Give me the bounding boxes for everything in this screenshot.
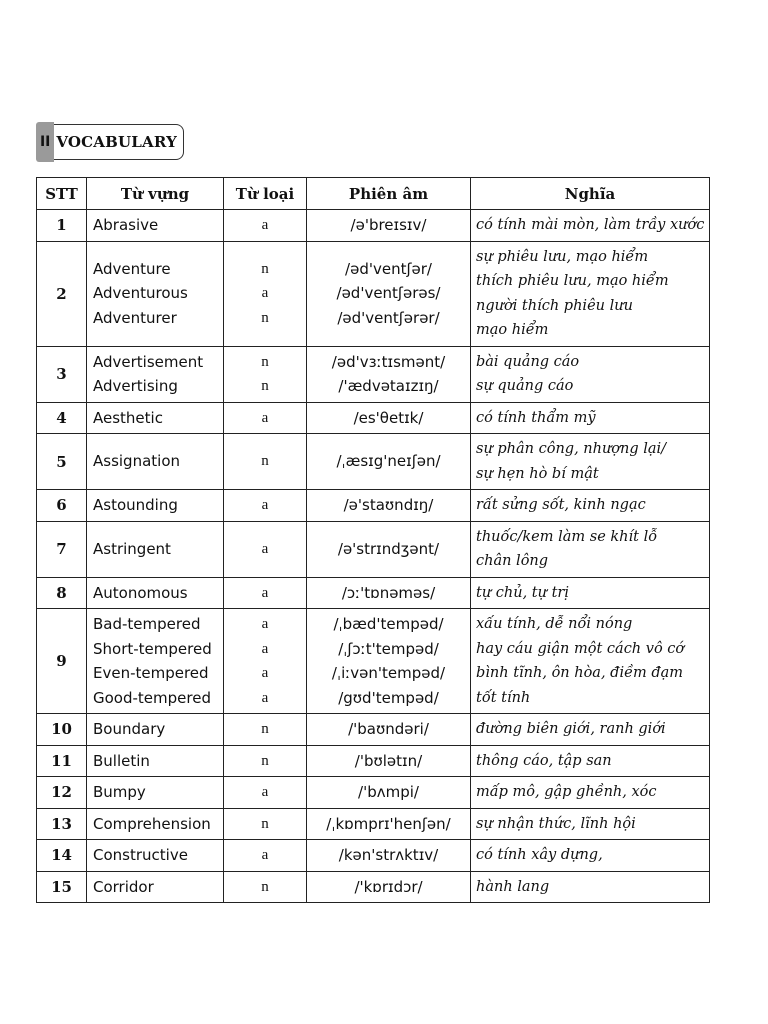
pronunciation: /əd'ventʃərəs/ xyxy=(336,284,441,303)
vocab-word-cell xyxy=(87,808,224,840)
vocab-word-cell xyxy=(87,714,224,746)
meaning: có tính thẩm mỹ xyxy=(476,409,596,426)
part-of-speech: a xyxy=(261,285,269,302)
pronunciation: /ˌkɒmprɪ'henʃən/ xyxy=(326,814,451,833)
pronunciation-cell xyxy=(307,777,471,809)
pronunciation-cell xyxy=(307,745,471,777)
meaning-cell xyxy=(471,840,710,872)
pronunciation-cell xyxy=(307,346,471,402)
part-of-speech-cell xyxy=(224,490,307,522)
meaning-cell xyxy=(471,777,710,809)
meaning: thích phiêu lưu, mạo hiểm xyxy=(476,273,669,289)
pronunciation: /əd'ventʃərər/ xyxy=(337,308,440,327)
header-word: Từ vựng xyxy=(87,178,224,210)
vocab-word-cell xyxy=(87,434,224,490)
vocab-word: Autonomous xyxy=(93,583,188,602)
part-of-speech-cell xyxy=(224,402,307,434)
pronunciation-cell xyxy=(307,577,471,609)
pronunciation-cell xyxy=(307,521,471,577)
meaning-cell xyxy=(471,521,710,577)
meaning: sự phiêu lưu, mạo hiểm xyxy=(476,248,649,265)
part-of-speech: a xyxy=(261,616,269,632)
table-header-row xyxy=(37,178,710,210)
pronunciation-cell xyxy=(307,210,471,242)
vocab-word: Comprehension xyxy=(93,814,211,833)
row-number: 1 xyxy=(37,210,87,242)
pronunciation: /əd'ventʃər/ xyxy=(345,259,432,278)
vocab-word: Astounding xyxy=(93,496,178,514)
pronunciation-cell xyxy=(307,609,471,714)
vocab-word: Astringent xyxy=(93,539,171,558)
meaning: thông cáo, tập san xyxy=(476,752,612,769)
header-stt: STT xyxy=(37,178,87,210)
meaning-cell xyxy=(471,609,710,714)
meaning: tốt tính xyxy=(476,689,531,706)
part-of-speech-cell xyxy=(224,777,307,809)
part-of-speech-cell xyxy=(224,714,307,746)
pronunciation: /ˌbæd'tempəd/ xyxy=(333,615,444,633)
table-row xyxy=(37,577,710,609)
meaning-cell xyxy=(471,577,710,609)
part-of-speech-cell xyxy=(224,745,307,777)
row-number: 6 xyxy=(37,490,87,522)
pronunciation-cell xyxy=(307,714,471,746)
meaning: thuốc/kem làm se khít lỗ xyxy=(476,528,658,545)
pronunciation-cell xyxy=(307,871,471,903)
part-of-speech: n xyxy=(261,260,269,277)
pronunciation-cell xyxy=(307,434,471,490)
pronunciation: /'ædvətaɪzɪŋ/ xyxy=(338,377,439,395)
meaning: tự chủ, tự trị xyxy=(476,584,569,601)
row-number: 8 xyxy=(37,577,87,609)
part-of-speech: a xyxy=(261,409,269,426)
vocab-word: Adventurous xyxy=(93,284,188,303)
meaning-cell xyxy=(471,871,710,903)
vocab-word: Adventure xyxy=(93,259,171,278)
pronunciation-cell xyxy=(307,241,471,346)
table-row xyxy=(37,521,710,577)
vocab-word: Assignation xyxy=(93,452,181,471)
row-number: 3 xyxy=(37,346,87,402)
meaning: hay cáu giận một cách vô cớ xyxy=(476,640,685,657)
part-of-speech: a xyxy=(261,497,269,513)
vocab-word-cell xyxy=(87,490,224,522)
meaning: bài quảng cáo xyxy=(476,353,580,370)
pronunciation: /es'θetɪk/ xyxy=(353,408,424,427)
row-number: 9 xyxy=(37,609,87,714)
vocab-word-cell xyxy=(87,346,224,402)
table-row xyxy=(37,346,710,402)
meaning: sự nhận thức, lĩnh hội xyxy=(476,815,636,832)
pronunciation: /gʊd'tempəd/ xyxy=(338,688,439,707)
pronunciation: /ə'breɪsɪv/ xyxy=(350,216,427,234)
pronunciation: /ɔː'tɒnəməs/ xyxy=(341,583,436,602)
vocab-word-cell xyxy=(87,402,224,434)
header-meaning: Nghĩa xyxy=(471,178,710,210)
part-of-speech: n xyxy=(261,752,269,769)
vocab-word-cell xyxy=(87,521,224,577)
row-number: 10 xyxy=(37,714,87,746)
vocab-word: Bumpy xyxy=(93,783,146,801)
table-row xyxy=(37,210,710,242)
part-of-speech: a xyxy=(261,847,269,863)
part-of-speech: n xyxy=(261,453,269,470)
table-row xyxy=(37,490,710,522)
vocab-word: Constructive xyxy=(93,846,188,864)
pronunciation: /'baʊndəri/ xyxy=(348,720,429,738)
table-row xyxy=(37,745,710,777)
row-number: 5 xyxy=(37,434,87,490)
table-body xyxy=(37,210,710,903)
vocab-word: Adventurer xyxy=(93,308,177,327)
pronunciation: /ˌʃɔːt'tempəd/ xyxy=(338,639,439,658)
pronunciation: /kən'strʌktɪv/ xyxy=(338,846,439,864)
part-of-speech-cell xyxy=(224,521,307,577)
meaning-cell xyxy=(471,490,710,522)
meaning: có tính mài mòn, làm trầy xước xyxy=(476,217,705,233)
row-number: 2 xyxy=(37,241,87,346)
table-row xyxy=(37,714,710,746)
meaning: chân lông xyxy=(476,553,549,569)
pronunciation-cell xyxy=(307,402,471,434)
part-of-speech-cell xyxy=(224,871,307,903)
vocabulary-table xyxy=(36,177,710,903)
part-of-speech: n xyxy=(261,353,269,370)
pronunciation: /'kɒrɪdɔr/ xyxy=(354,877,423,896)
vocab-word: Boundary xyxy=(93,720,166,738)
header-pos: Từ loại xyxy=(224,178,307,210)
part-of-speech: n xyxy=(261,309,269,326)
part-of-speech: a xyxy=(261,217,269,233)
part-of-speech: n xyxy=(261,815,269,832)
meaning: hành lang xyxy=(476,878,550,895)
table-row xyxy=(37,840,710,872)
pronunciation-cell xyxy=(307,490,471,522)
meaning: rất sửng sốt, kinh ngạc xyxy=(476,497,646,513)
pronunciation: /'bʊlətɪn/ xyxy=(354,751,423,770)
part-of-speech-cell xyxy=(224,609,307,714)
vocab-word-cell xyxy=(87,577,224,609)
vocab-word: Aesthetic xyxy=(93,408,163,427)
meaning-cell xyxy=(471,346,710,402)
meaning-cell xyxy=(471,241,710,346)
vocab-word: Good-tempered xyxy=(93,688,211,707)
part-of-speech-cell xyxy=(224,434,307,490)
meaning: sự hẹn hò bí mật xyxy=(476,465,599,482)
table-row xyxy=(37,808,710,840)
part-of-speech: a xyxy=(261,665,269,681)
part-of-speech-cell xyxy=(224,577,307,609)
table-row xyxy=(37,434,710,490)
meaning: bình tĩnh, ôn hòa, điềm đạm xyxy=(476,665,684,681)
meaning: đường biên giới, ranh giới xyxy=(476,721,666,737)
vocab-word: Corridor xyxy=(93,877,154,896)
row-number: 14 xyxy=(37,840,87,872)
meaning-cell xyxy=(471,808,710,840)
meaning-cell xyxy=(471,434,710,490)
meaning: mấp mô, gập ghềnh, xóc xyxy=(476,784,657,800)
vocab-word: Bad-tempered xyxy=(93,615,201,633)
part-of-speech-cell xyxy=(224,840,307,872)
header-pron: Phiên âm xyxy=(307,178,471,210)
part-of-speech: a xyxy=(261,784,269,800)
vocab-word: Short-tempered xyxy=(93,639,212,658)
table-row xyxy=(37,609,710,714)
row-number: 15 xyxy=(37,871,87,903)
meaning: xấu tính, dễ nổi nóng xyxy=(476,616,633,632)
vocab-word-cell xyxy=(87,745,224,777)
section-title: VOCABULARY xyxy=(54,124,184,160)
pronunciation-cell xyxy=(307,840,471,872)
part-of-speech-cell xyxy=(224,210,307,242)
pronunciation: /ə'strɪndʒənt/ xyxy=(337,539,440,558)
table-row xyxy=(37,871,710,903)
pronunciation: /ə'staʊndɪŋ/ xyxy=(343,496,434,514)
part-of-speech-cell xyxy=(224,808,307,840)
pronunciation: /əd'vɜːtɪsmənt/ xyxy=(331,352,446,371)
pronunciation: /ˌæsɪg'neɪʃən/ xyxy=(336,452,441,471)
meaning: mạo hiểm xyxy=(476,322,549,338)
meaning: sự quảng cáo xyxy=(476,378,574,394)
part-of-speech: a xyxy=(261,689,269,706)
section-number: II xyxy=(36,122,54,162)
meaning-cell xyxy=(471,745,710,777)
part-of-speech: a xyxy=(261,640,269,657)
vocab-word: Advertisement xyxy=(93,352,204,371)
meaning-cell xyxy=(471,210,710,242)
vocab-word: Abrasive xyxy=(93,216,159,234)
table-row xyxy=(37,402,710,434)
vocab-word-cell xyxy=(87,871,224,903)
meaning-cell xyxy=(471,402,710,434)
vocab-word: Even-tempered xyxy=(93,664,209,682)
row-number: 11 xyxy=(37,745,87,777)
table-row xyxy=(37,241,710,346)
part-of-speech: n xyxy=(261,721,269,737)
meaning: sự phân công, nhượng lại/ xyxy=(476,441,667,457)
part-of-speech: a xyxy=(261,540,269,557)
pronunciation-cell xyxy=(307,808,471,840)
vocab-word: Bulletin xyxy=(93,751,150,770)
vocab-word-cell xyxy=(87,777,224,809)
part-of-speech: n xyxy=(261,878,269,895)
vocab-word: Advertising xyxy=(93,377,178,395)
pronunciation: /ˌiːvən'tempəd/ xyxy=(331,664,446,682)
meaning-cell xyxy=(471,714,710,746)
vocab-word-cell xyxy=(87,609,224,714)
part-of-speech: a xyxy=(261,584,269,601)
meaning: có tính xây dựng, xyxy=(476,847,603,863)
row-number: 7 xyxy=(37,521,87,577)
table-row xyxy=(37,777,710,809)
part-of-speech-cell xyxy=(224,241,307,346)
row-number: 13 xyxy=(37,808,87,840)
row-number: 12 xyxy=(37,777,87,809)
vocab-word-cell xyxy=(87,840,224,872)
vocab-word-cell xyxy=(87,241,224,346)
row-number: 4 xyxy=(37,402,87,434)
meaning: người thích phiêu lưu xyxy=(476,297,633,314)
part-of-speech-cell xyxy=(224,346,307,402)
part-of-speech: n xyxy=(261,378,269,394)
section-badge xyxy=(36,122,184,162)
vocab-word-cell xyxy=(87,210,224,242)
pronunciation: /'bʌmpi/ xyxy=(358,783,419,801)
